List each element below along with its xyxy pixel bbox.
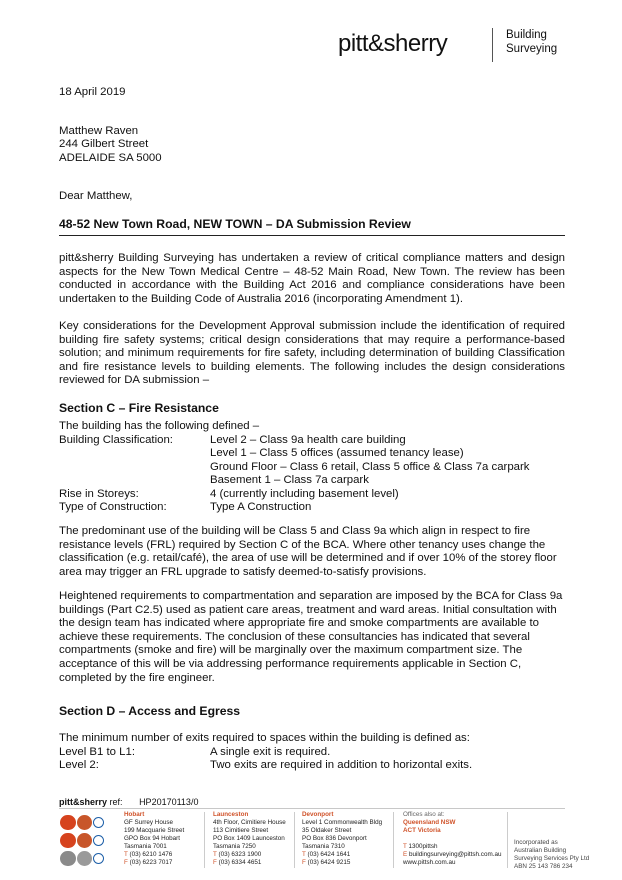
recipient-city: ADELAIDE SA 5000 bbox=[59, 151, 162, 164]
office-line: PO Box 836 Devonport bbox=[302, 835, 367, 842]
email-label: E bbox=[403, 851, 408, 858]
recipient-address bbox=[59, 125, 162, 165]
section-c-heading: Section C – Fire Resistance bbox=[59, 401, 219, 415]
footer-ref-label: ref: bbox=[109, 797, 123, 807]
exits-row-label: Level 2: bbox=[59, 759, 99, 771]
office-line: GPO Box 94 Hobart bbox=[124, 835, 180, 842]
storeys-label: Rise in Storeys: bbox=[59, 487, 139, 500]
footer-brand: pitt&sherry bbox=[59, 797, 108, 807]
definition-lead: The building has the following defined – bbox=[59, 420, 260, 432]
classification-row bbox=[59, 474, 530, 488]
letter-date: 18 April 2019 bbox=[59, 86, 126, 98]
phone-label: T bbox=[302, 851, 306, 858]
office-phone: (03) 6210 1476 bbox=[129, 851, 173, 858]
exits-row-value: A single exit is required. bbox=[210, 745, 331, 758]
incorporation-note bbox=[514, 839, 589, 871]
exits-lead: The minimum number of exits required to spaces within the building is defined as: bbox=[59, 732, 470, 744]
footer-contact bbox=[403, 811, 501, 867]
footer-column-divider bbox=[393, 812, 394, 868]
certification-badge bbox=[60, 851, 104, 866]
classification-value: Level 1 – Class 5 offices (assumed tenancy lease) bbox=[210, 447, 464, 459]
fax-label: F bbox=[302, 859, 306, 866]
classification-row bbox=[59, 434, 530, 448]
office-line: 199 Macquarie Street bbox=[124, 827, 185, 834]
footer-column-divider bbox=[507, 812, 508, 868]
exits-row bbox=[59, 746, 472, 760]
exits-lead-row bbox=[59, 732, 472, 746]
phone-label: T bbox=[124, 851, 128, 858]
construction-value: Type A Construction bbox=[210, 501, 312, 513]
section-c-paragraph-2: Heightened requirements to compartmentation and separation are imposed by the BCA for Class 9a buildings (Part C2.5) used as patient care areas, treatment and ward areas. Initial consultation with the design team has indicated where appropriate fire and smoke compartments are available to achieve these requirements. The conclusion of these consultancies has indicated that several compartments (smoke and fire) will be marginally over the maximum compartment size. The acceptance of this will be via addressing performance requirements applicable in Section C, completed by the fire engineer. bbox=[59, 590, 563, 684]
salutation: Dear Matthew, bbox=[59, 190, 133, 202]
office-city: Hobart bbox=[124, 811, 145, 818]
footer-reference bbox=[59, 797, 198, 807]
exits-row-label: Level B1 to L1: bbox=[59, 745, 135, 758]
storeys-row bbox=[59, 488, 530, 502]
classification-row bbox=[59, 447, 530, 461]
office-line: 35 Oldaker Street bbox=[302, 827, 352, 834]
storeys-value: 4 (currently including basement level) bbox=[210, 487, 399, 500]
logo-divider bbox=[492, 28, 493, 62]
office-hobart bbox=[124, 811, 184, 867]
office-city: Launceston bbox=[213, 811, 249, 818]
exits-row bbox=[59, 759, 472, 773]
office-devonport bbox=[302, 811, 382, 867]
definition-lead-row bbox=[59, 420, 530, 434]
incorporation-line: ABN 25 143 786 234 bbox=[514, 863, 573, 870]
considerations-paragraph: Key considerations for the Development Approval submission include the identification of required building fire safety systems; critical design considerations that may require a performance-based solution; and minimum requirements for fire safety, including determination of building Classification and fire resistance levels to building elements. The following includes the design considerations reviewed for DA submission – bbox=[59, 320, 565, 387]
office-launceston bbox=[213, 811, 286, 867]
brand-name: pitt&sherry bbox=[338, 30, 448, 57]
building-definition-table bbox=[59, 420, 530, 515]
contact-website[interactable]: www.pittsh.com.au bbox=[403, 859, 456, 866]
classification-value: Level 2 – Class 9a health care building bbox=[210, 433, 406, 446]
office-phone: (03) 6424 1641 bbox=[307, 851, 351, 858]
fax-label: F bbox=[213, 859, 217, 866]
incorporation-line: Incorporated as bbox=[514, 839, 558, 846]
offices-states-2: ACT Victoria bbox=[403, 827, 441, 834]
office-line: Level 1 Commonwealth Bldg bbox=[302, 819, 383, 826]
office-fax: (03) 6334 4651 bbox=[218, 859, 262, 866]
phone-label: T bbox=[403, 843, 407, 850]
footer-column-divider bbox=[294, 812, 295, 868]
recipient-street: 244 Gilbert Street bbox=[59, 138, 149, 151]
classification-label: Building Classification: bbox=[59, 433, 173, 446]
exits-table bbox=[59, 732, 472, 773]
exits-row-value: Two exits are required in addition to horizontal exits. bbox=[210, 759, 473, 771]
classification-row bbox=[59, 461, 530, 475]
contact-email[interactable]: buildingsurveying@pittsh.com.au bbox=[408, 851, 502, 858]
incorporation-line: Surveying Services Pty Ltd bbox=[514, 855, 590, 862]
division-line-2: Surveying bbox=[506, 43, 558, 55]
recipient-name: Matthew Raven bbox=[59, 125, 139, 137]
office-line: Tasmania 7250 bbox=[213, 843, 256, 850]
section-c-paragraph-1: The predominant use of the building will be Class 5 and Class 9a which align in respect to fire resistance levels (FRL) required by Section C of the BCA. Where other tenancy uses change the classification (e.g. retail/café), the area of use will be determined and if over 10% of the storey floor area may trigger an FRL upgrade to satisfy deemed-to-satisfy provisions. bbox=[59, 525, 557, 578]
footer-divider bbox=[59, 808, 565, 809]
contact-phone: 1300pittsh bbox=[408, 843, 438, 850]
classification-value: Basement 1 – Class 7a carpark bbox=[210, 474, 369, 486]
office-city: Devonport bbox=[302, 811, 334, 818]
office-line: 4th Floor, Cimitiere House bbox=[213, 819, 286, 826]
footer-column-divider bbox=[204, 812, 205, 868]
office-line: PO Box 1409 Launceston bbox=[213, 835, 285, 842]
offices-also-label: Offices also at: bbox=[403, 811, 445, 818]
section-d-heading: Section D – Access and Egress bbox=[59, 704, 241, 718]
offices-states-1: Queensland NSW bbox=[403, 819, 456, 826]
office-fax: (03) 6424 9215 bbox=[307, 859, 351, 866]
division-line-1: Building bbox=[506, 29, 547, 41]
phone-label: T bbox=[213, 851, 217, 858]
footer-ref-value: HP20170113/0 bbox=[139, 797, 199, 807]
office-fax: (03) 6223 7017 bbox=[129, 859, 173, 866]
classification-value: Ground Floor – Class 6 retail, Class 5 office & Class 7a carpark bbox=[210, 460, 530, 473]
intro-paragraph: pitt&sherry Building Surveying has undertaken a review of critical compliance matters and design aspects for the New Town Medical Centre – 48-52 Main Road, New Town. The review has been conducted in accordance with the Building Act 2016 and compliance considerations have been undertaken to the Building Code of Australia 2016 (incorporating Amendment 1). bbox=[59, 252, 565, 305]
brand-division bbox=[506, 28, 557, 56]
construction-row bbox=[59, 501, 530, 515]
fax-label: F bbox=[124, 859, 128, 866]
office-line: Tasmania 7310 bbox=[302, 843, 345, 850]
construction-label: Type of Construction: bbox=[59, 501, 167, 513]
office-line: 113 Cimitiere Street bbox=[213, 827, 269, 834]
certification-badge bbox=[60, 815, 104, 830]
office-line: GF Surrey House bbox=[124, 819, 173, 826]
subject-line: 48-52 New Town Road, NEW TOWN – DA Submission Review bbox=[59, 217, 411, 231]
certification-badge bbox=[60, 833, 104, 848]
office-phone: (03) 6323 1900 bbox=[218, 851, 262, 858]
incorporation-line: Australian Building bbox=[514, 847, 567, 854]
subject-underline bbox=[59, 235, 565, 236]
office-line: Tasmania 7001 bbox=[124, 843, 167, 850]
